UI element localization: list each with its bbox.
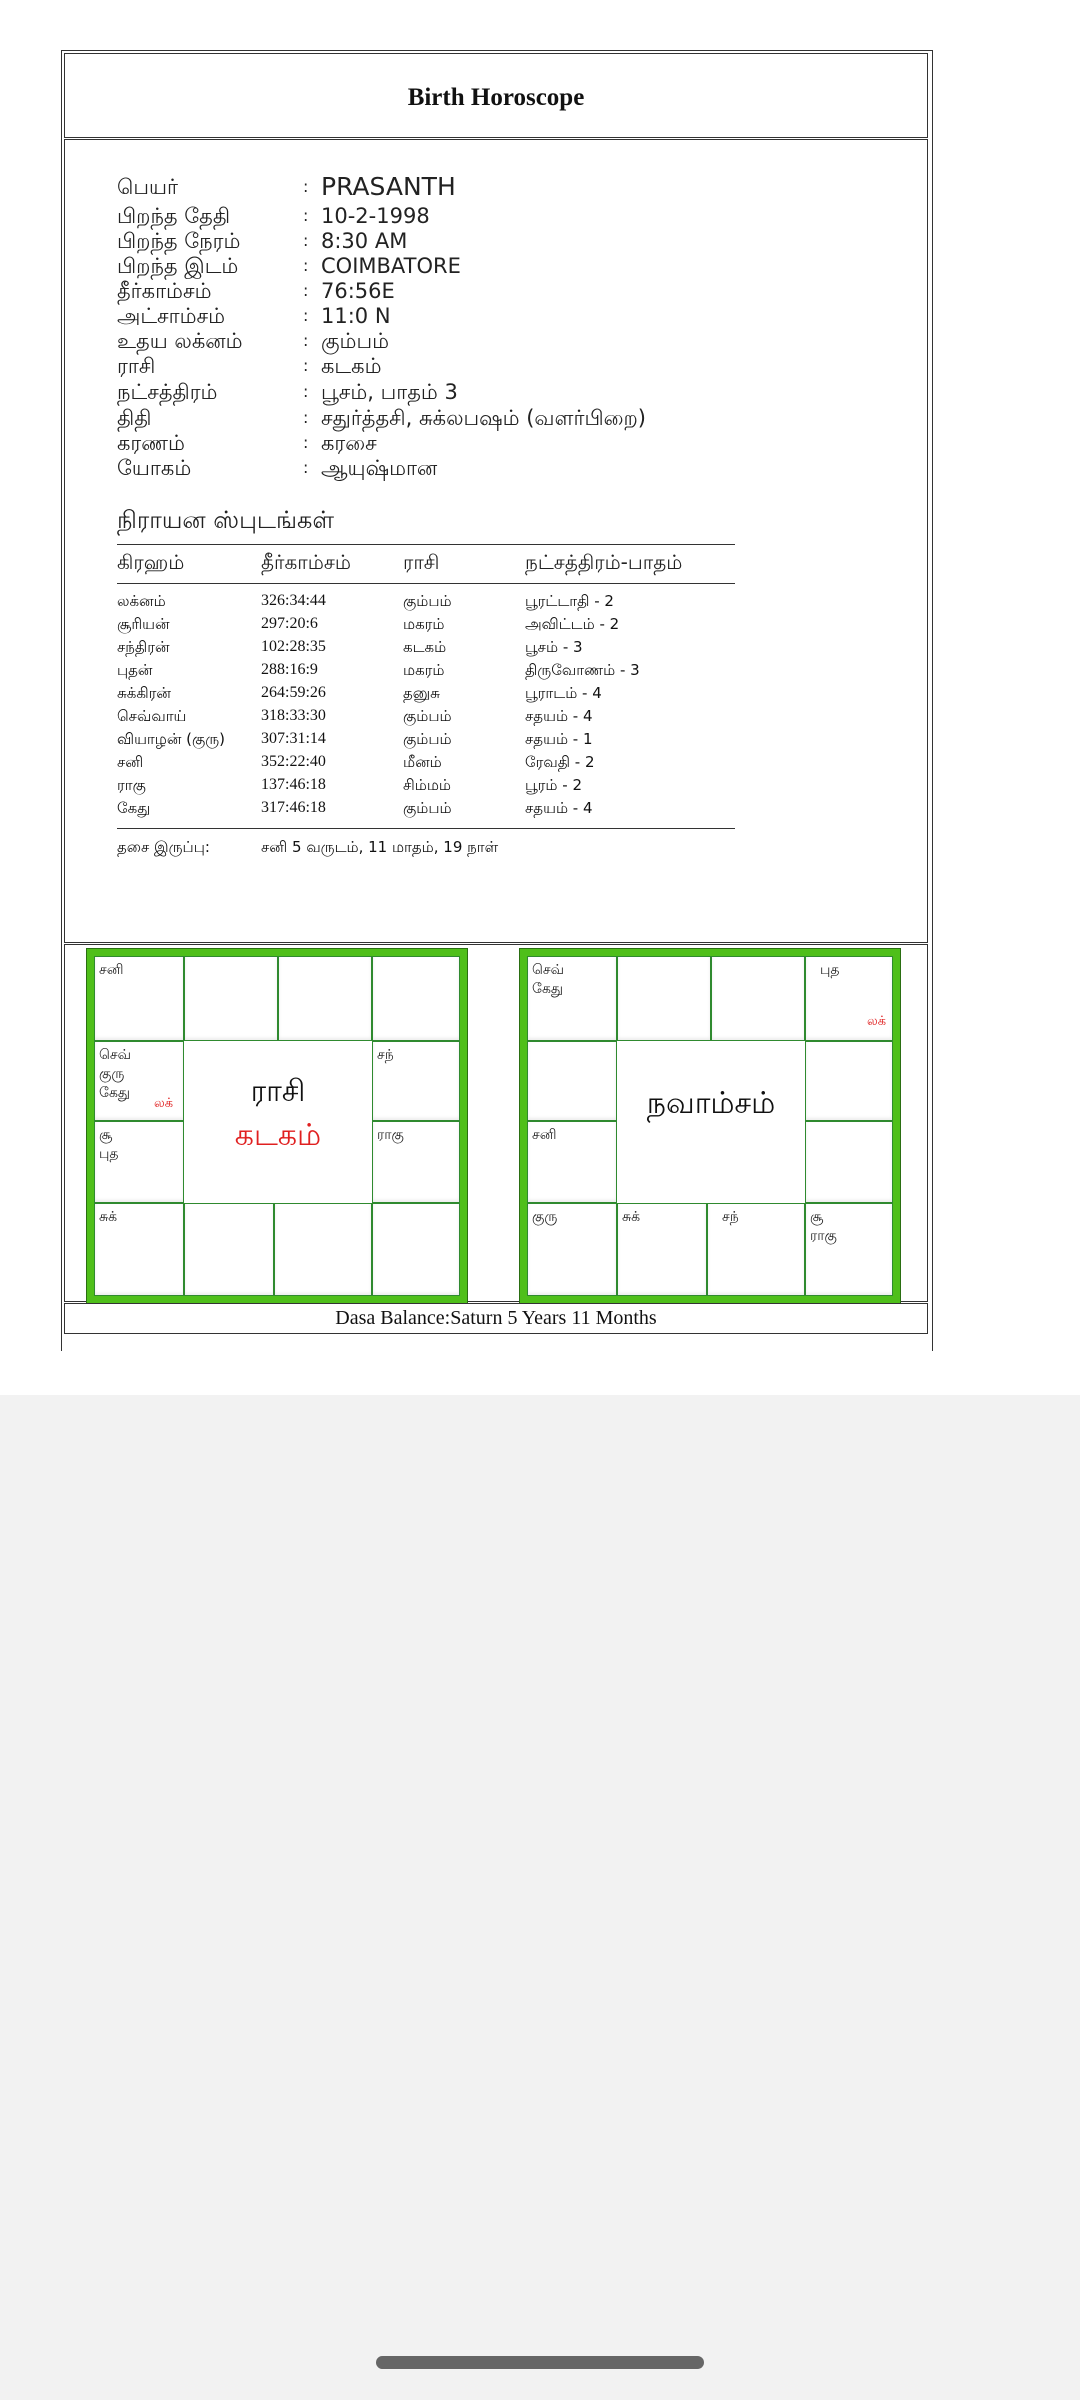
- rasi-center-sign: கடகம்: [234, 1118, 322, 1153]
- detail-colon: :: [303, 256, 309, 275]
- cell-planet: செவ்வாய்: [117, 707, 187, 725]
- table-row: [65, 799, 825, 822]
- rasi-lagna-mark: லக்: [154, 1096, 174, 1111]
- cell-star: சதயம் - 1: [525, 730, 593, 748]
- cell-star: பூரட்டாதி - 2: [525, 592, 614, 610]
- rasi-cell-aries: [184, 956, 278, 1041]
- rasi-cell-scorpio: [184, 1203, 274, 1296]
- cell-star: சதயம் - 4: [525, 707, 593, 725]
- cell-star: பூராடம் - 4: [525, 684, 602, 702]
- navamsa-cell-virgo: சூ ராகு: [805, 1203, 893, 1296]
- cell-longitude: 326:34:44: [261, 592, 326, 609]
- detail-colon: :: [303, 206, 309, 225]
- cell-longitude: 264:59:26: [261, 684, 326, 701]
- details-box: [64, 139, 928, 943]
- rasi-cell-libra: [274, 1203, 372, 1296]
- detail-colon: :: [303, 356, 309, 375]
- cell-longitude: 352:22:40: [261, 753, 326, 770]
- col-header-planet: கிரஹம்: [117, 550, 185, 574]
- navamsa-cell-cancer: [805, 1041, 893, 1121]
- detail-colon: :: [303, 433, 309, 452]
- detail-value: பூசம், பாதம் 3: [321, 380, 458, 404]
- detail-label: பிறந்த இடம்: [117, 254, 239, 278]
- table-row: [65, 753, 825, 776]
- rasi-cell-gemini: [372, 956, 460, 1041]
- dasa-label: தசை இருப்பு:: [117, 838, 210, 856]
- detail-value: சதுர்த்தசி, சுக்லபஷம் (வளர்பிறை): [321, 406, 646, 430]
- cell-rasi: மீனம்: [403, 753, 442, 771]
- detail-colon: :: [303, 331, 309, 350]
- cell-rasi: மகரம்: [403, 615, 445, 633]
- cell-star: பூரம் - 2: [525, 776, 582, 794]
- navamsa-cell-leo: [805, 1121, 893, 1203]
- cell-planet: சனி: [117, 753, 144, 771]
- rasi-chart: [87, 949, 467, 1303]
- navamsa-cell-sagittarius: குரு: [527, 1203, 617, 1296]
- detail-label: உதய லக்னம்: [117, 329, 243, 353]
- cell-longitude: 102:28:35: [261, 638, 326, 655]
- cell-rasi: மகரம்: [403, 661, 445, 679]
- cell-planet: சந்திரன்: [117, 638, 170, 656]
- detail-label: கரணம்: [117, 431, 185, 455]
- cell-longitude: 297:20:6: [261, 615, 318, 632]
- title-box: [64, 53, 928, 138]
- cell-planet: புதன்: [117, 661, 153, 679]
- navamsa-lagna-mark: லக்: [867, 1014, 887, 1029]
- detail-value: ஆயுஷ்மான: [321, 456, 438, 480]
- detail-label: நட்சத்திரம்: [117, 380, 218, 404]
- cell-planet: கேது: [117, 799, 151, 817]
- table-header-rule: [117, 583, 735, 584]
- detail-value: COIMBATORE: [321, 254, 461, 278]
- table-row: [65, 615, 825, 638]
- cell-longitude: 307:31:14: [261, 730, 326, 747]
- page-title: Birth Horoscope: [407, 84, 585, 111]
- cell-star: திருவோணம் - 3: [525, 661, 640, 679]
- table-row: [65, 638, 825, 661]
- detail-colon: :: [303, 231, 309, 250]
- rasi-center-title: ராசி: [250, 1074, 306, 1109]
- table-row: [65, 684, 825, 707]
- table-bottom-rule: [117, 828, 735, 829]
- detail-value: 8:30 AM: [321, 229, 408, 253]
- navamsa-cell-libra: சந்: [707, 1203, 805, 1296]
- detail-colon: :: [303, 306, 309, 325]
- detail-value: கடகம்: [321, 354, 382, 378]
- footer-box: [64, 1303, 928, 1334]
- cell-rasi: கும்பம்: [403, 592, 452, 610]
- cell-star: சதயம் - 4: [525, 799, 593, 817]
- navamsa-cell-capricorn: சனி: [527, 1121, 617, 1203]
- cell-rasi: கும்பம்: [403, 707, 452, 725]
- detail-value: 10-2-1998: [321, 204, 430, 228]
- table-row: [65, 707, 825, 730]
- table-row: [65, 661, 825, 684]
- cell-planet: சுக்கிரன்: [117, 684, 171, 702]
- detail-label: பெயர்: [117, 175, 178, 199]
- rasi-cell-cancer: சந்: [372, 1041, 460, 1121]
- home-indicator[interactable]: [376, 2356, 704, 2369]
- navamsa-center-title: நவாம்சம்: [646, 1086, 776, 1121]
- dasa-value: சனி 5 வருடம், 11 மாதம், 19 நாள்: [261, 838, 499, 856]
- table-row: [65, 776, 825, 799]
- rasi-cell-pisces: சனி: [94, 956, 184, 1041]
- nirayana-title: நிராயன ஸ்புடங்கள்: [117, 506, 335, 534]
- cell-rasi: தனுசு: [403, 684, 440, 702]
- cell-planet: ராகு: [117, 776, 146, 794]
- col-header-rasi: ராசி: [403, 550, 440, 574]
- cell-rasi: சிம்மம்: [403, 776, 451, 794]
- table-top-rule: [117, 544, 735, 545]
- navamsa-chart: [520, 949, 900, 1303]
- detail-label: பிறந்த நேரம்: [117, 229, 241, 253]
- detail-value: 76:56E: [321, 279, 395, 303]
- cell-star: பூசம் - 3: [525, 638, 583, 656]
- cell-longitude: 137:46:18: [261, 776, 326, 793]
- cell-longitude: 288:16:9: [261, 661, 318, 678]
- detail-colon: :: [303, 382, 309, 401]
- detail-label: திதி: [117, 406, 152, 430]
- cell-star: அவிட்டம் - 2: [525, 615, 620, 633]
- detail-label: அட்சாம்சம்: [117, 304, 226, 328]
- detail-colon: :: [303, 177, 309, 196]
- detail-label: ராசி: [117, 354, 156, 378]
- cell-rasi: கும்பம்: [403, 799, 452, 817]
- rasi-cell-sagittarius: சுக்: [94, 1203, 184, 1296]
- detail-value: PRASANTH: [321, 172, 456, 201]
- detail-label: யோகம்: [117, 456, 192, 480]
- navamsa-cell-aquarius: [527, 1041, 617, 1121]
- rasi-cell-aquarius: செவ் குரு கேது: [94, 1041, 184, 1121]
- rasi-cell-virgo: [372, 1203, 460, 1296]
- detail-value: கரசை: [321, 431, 377, 455]
- navamsa-cell-pisces: செவ் கேது: [527, 956, 617, 1041]
- dasa-balance-tamil: [117, 838, 499, 858]
- detail-label: பிறந்த தேதி: [117, 204, 231, 228]
- cell-rasi: கும்பம்: [403, 730, 452, 748]
- cell-longitude: 317:46:18: [261, 799, 326, 816]
- rasi-cell-taurus: [278, 956, 372, 1041]
- table-row: [65, 592, 825, 615]
- rasi-cell-capricorn: சூ புத: [94, 1121, 184, 1203]
- detail-colon: :: [303, 281, 309, 300]
- col-header-star: நட்சத்திரம்-பாதம்: [525, 550, 683, 574]
- cell-rasi: கடகம்: [403, 638, 447, 656]
- table-row: [65, 730, 825, 753]
- detail-value: 11:0 N: [321, 304, 391, 328]
- detail-colon: :: [303, 408, 309, 427]
- cell-planet: வியாழன் (குரு): [117, 730, 225, 748]
- detail-colon: :: [303, 458, 309, 477]
- cell-star: ரேவதி - 2: [525, 753, 595, 771]
- col-header-longitude: தீர்காம்சம்: [261, 550, 351, 574]
- dasa-balance-footer: Dasa Balance:Saturn 5 Years 11 Months: [335, 1307, 657, 1329]
- detail-value: கும்பம்: [321, 329, 389, 353]
- detail-label: தீர்காம்சம்: [117, 279, 212, 303]
- cell-longitude: 318:33:30: [261, 707, 326, 724]
- cell-planet: லக்னம்: [117, 592, 166, 610]
- navamsa-cell-scorpio: சுக்: [617, 1203, 707, 1296]
- navamsa-cell-taurus: [711, 956, 805, 1041]
- rasi-cell-leo: ராகு: [372, 1121, 460, 1203]
- navamsa-cell-gemini: புத: [805, 956, 893, 1041]
- navamsa-cell-aries: [617, 956, 711, 1041]
- cell-planet: சூரியன்: [117, 615, 170, 633]
